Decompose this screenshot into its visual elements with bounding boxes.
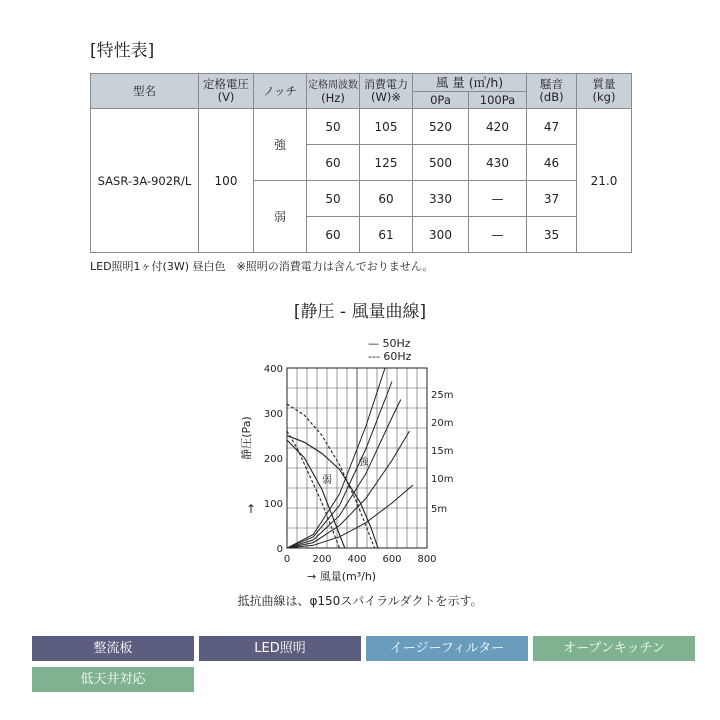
legend-60hz: --- 60Hz — [368, 350, 412, 363]
feature-tag: オープンキッチン — [533, 636, 695, 661]
header-notch: ノッチ — [254, 74, 307, 109]
header-frequency: 定格周波数 (Hz) — [307, 74, 360, 109]
noise-cell: 37 — [527, 181, 577, 217]
airflow-0-cell: 300 — [413, 217, 469, 253]
header-airflow-0pa: 0Pa — [413, 92, 469, 109]
header-airflow: 風 量 (㎥/h) — [413, 74, 527, 92]
resistance-curve — [287, 431, 410, 548]
y-tick-label: 300 — [263, 409, 283, 420]
airflow-100-cell: 430 — [469, 145, 527, 181]
resistance-label: 5m — [431, 504, 448, 515]
y-tick-label: 400 — [263, 364, 283, 375]
notch-weak-cell: 弱 — [254, 181, 307, 253]
airflow-0-cell: 500 — [413, 145, 469, 181]
x-axis-label: → 風量(m³/h) — [307, 570, 377, 583]
mass-cell: 21.0 — [577, 109, 632, 253]
spec-table — [90, 73, 632, 253]
y-axis-label: 静圧(Pa) — [240, 416, 253, 460]
curve-label-weak: 弱 — [322, 474, 332, 486]
header-noise: 騒音 (dB) — [527, 74, 577, 109]
curve-label-strong: 強 — [358, 456, 369, 468]
x-tick-label: 800 — [417, 554, 437, 565]
y-tick-label: 0 — [276, 544, 283, 555]
model-cell: SASR-3A-902R/L — [91, 109, 199, 253]
section-title: [特性表] — [90, 41, 155, 61]
voltage-cell: 100 — [199, 109, 254, 253]
feature-tag: イージーフィルター — [366, 636, 528, 661]
feature-tag: LED照明 — [199, 636, 361, 661]
freq-cell: 50 — [307, 181, 360, 217]
header-airflow-100pa: 100Pa — [469, 92, 527, 109]
freq-cell: 60 — [307, 217, 360, 253]
feature-tag: 整流板 — [32, 636, 194, 661]
airflow-100-cell: — — [469, 181, 527, 217]
x-tick-label: 200 — [312, 554, 332, 565]
power-cell: 125 — [360, 145, 413, 181]
resistance-label: 15m — [431, 446, 454, 457]
x-tick-label: 400 — [347, 554, 367, 565]
notch-strong-cell: 強 — [254, 109, 307, 181]
x-tick-label: 0 — [283, 554, 291, 565]
header-mass: 質量 (kg) — [577, 74, 632, 109]
y-axis-arrow: ↑ — [246, 502, 257, 516]
header-power: 消費電力 (W)※ — [360, 74, 413, 109]
table-note: LED照明1ヶ付(3W) 昼白色 ※照明の消費電力は含んでおりません。 — [90, 260, 434, 273]
freq-cell: 60 — [307, 145, 360, 181]
table-row — [91, 109, 632, 145]
x-tick-label: 600 — [382, 554, 402, 565]
freq-cell: 50 — [307, 109, 360, 145]
header-model: 型名 — [91, 74, 199, 109]
resistance-label: 20m — [431, 418, 454, 429]
noise-cell: 47 — [527, 109, 577, 145]
feature-tag: 低天井対応 — [32, 667, 194, 692]
chart-title: [静圧 - 風量曲線] — [293, 302, 427, 322]
header-voltage: 定格電圧 (V) — [199, 74, 254, 109]
airflow-100-cell: — — [469, 217, 527, 253]
chart-caption: 抵抗曲線は、φ150スパイラルダクトを示す。 — [237, 594, 483, 608]
resistance-label: 25m — [431, 390, 454, 401]
legend-50hz: — 50Hz — [368, 337, 411, 350]
resistance-label: 10m — [431, 474, 454, 485]
noise-cell: 35 — [527, 217, 577, 253]
y-tick-label: 200 — [263, 454, 283, 465]
power-cell: 105 — [360, 109, 413, 145]
noise-cell: 46 — [527, 145, 577, 181]
y-tick-label: 100 — [263, 499, 283, 510]
airflow-0-cell: 520 — [413, 109, 469, 145]
power-cell: 61 — [360, 217, 413, 253]
power-cell: 60 — [360, 181, 413, 217]
fan-curve-50Hz — [287, 440, 345, 548]
airflow-0-cell: 330 — [413, 181, 469, 217]
pressure-airflow-chart — [230, 330, 490, 590]
airflow-100-cell: 420 — [469, 109, 527, 145]
